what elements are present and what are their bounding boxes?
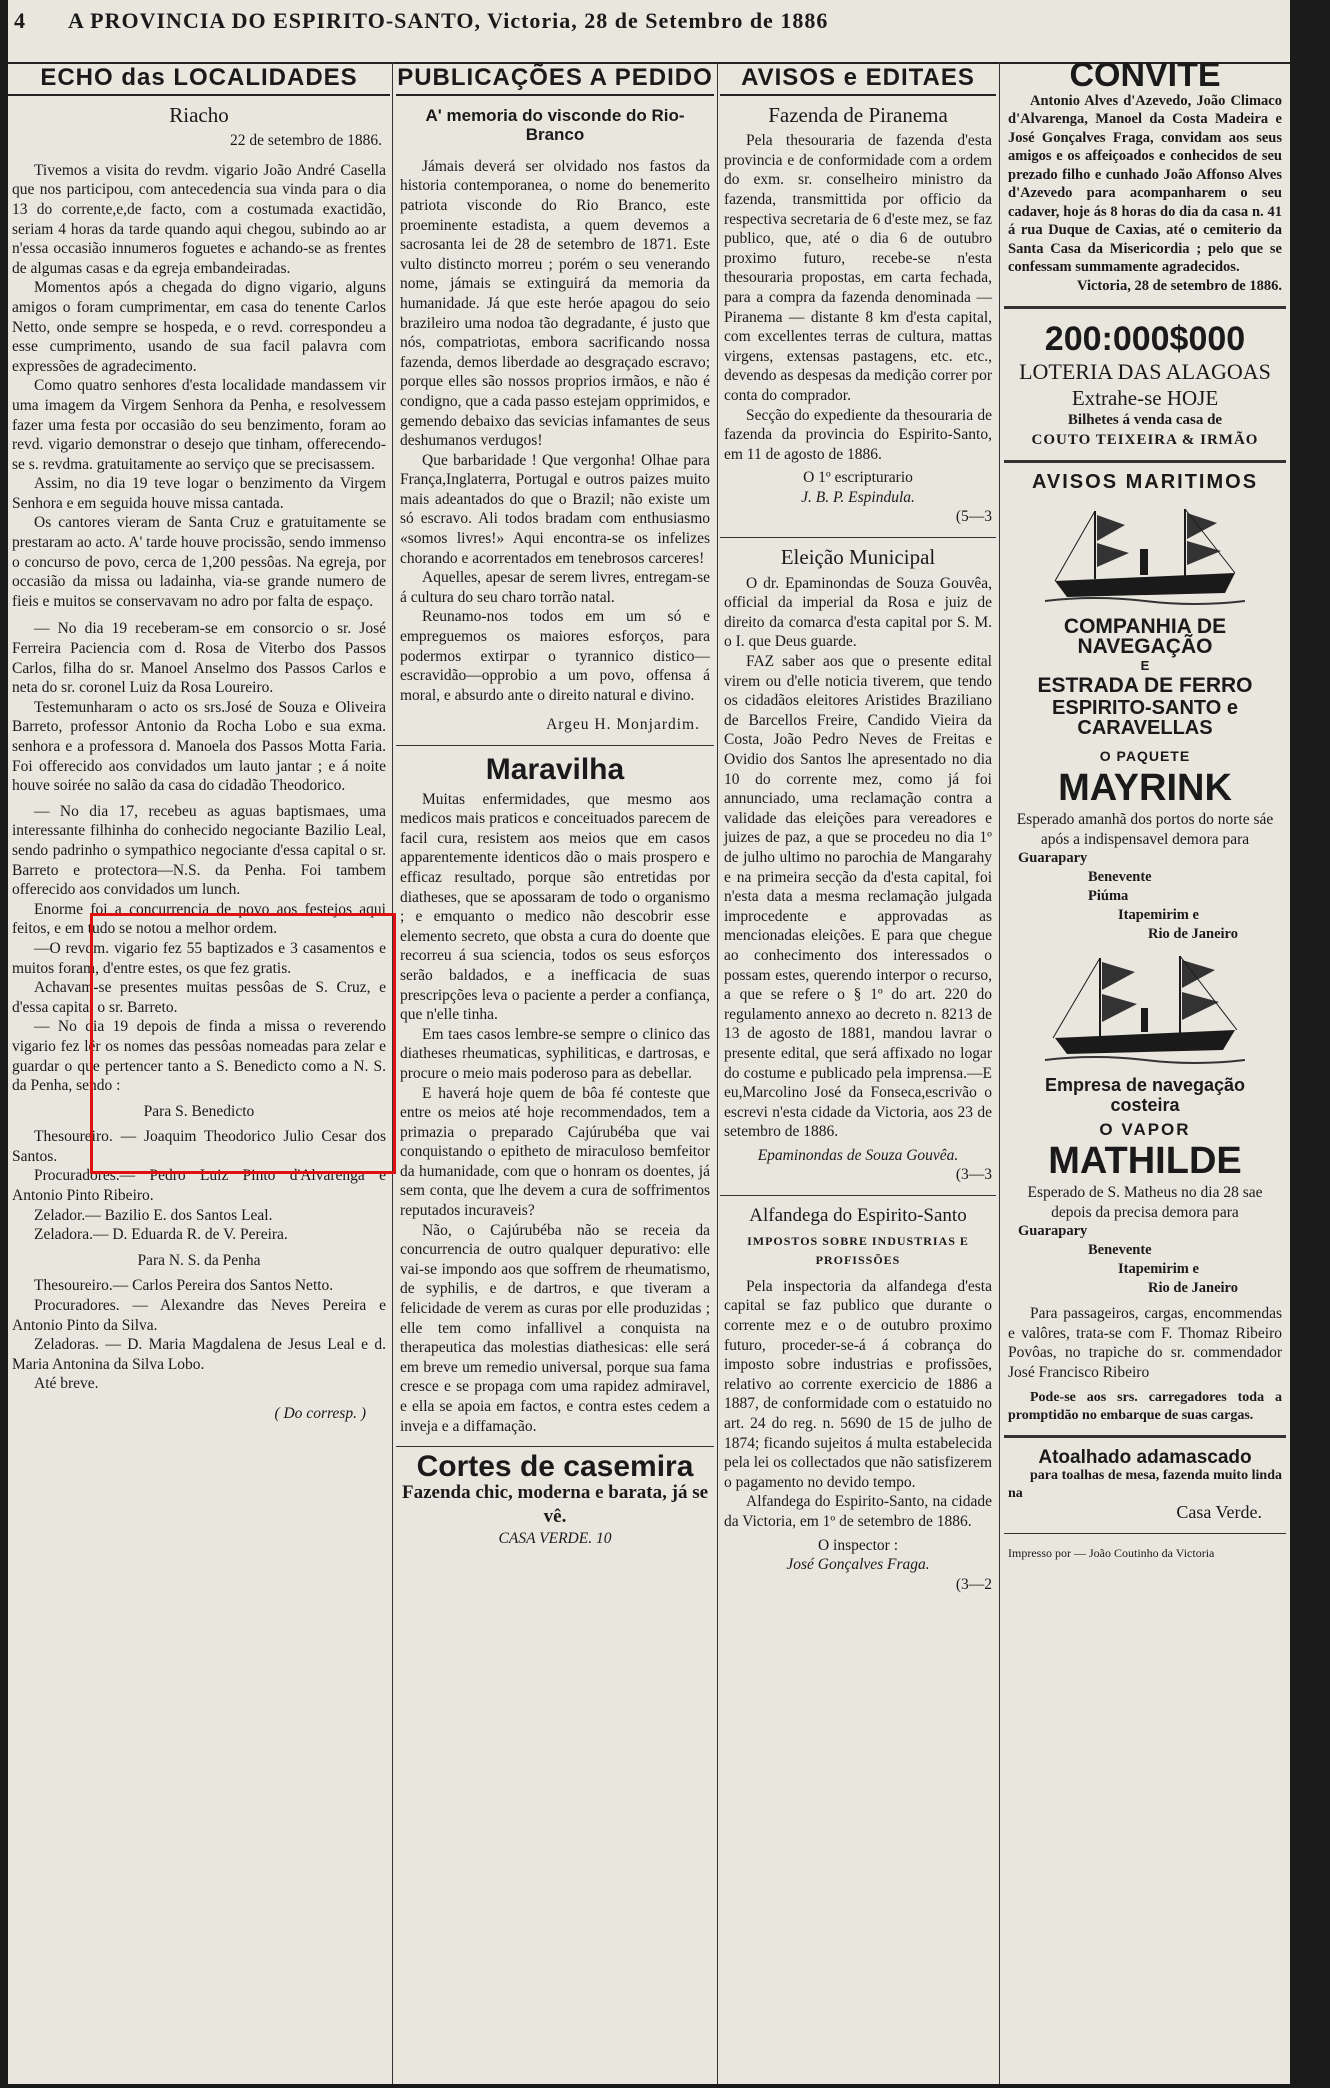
paragraph: — No dia 17, recebeu as aguas baptismaes, uma interessante filhinha do conhecido negociante Bazilio Leal, sendo padrinho o sympathico negociante d'essa capital o sr. Barreto e protectora—N.S. da Penha. Foi tambem offerecido aos convidados um lunch. <box>12 802 386 899</box>
article-subtitle: IMPOSTOS SOBRE INDUSTRIAS E PROFISSÕES <box>747 1233 969 1268</box>
maritimos-vapor: O VAPOR <box>1099 1119 1191 1139</box>
ports-list <box>1008 849 1282 944</box>
paragraph: — No dia 19 depois de finda a missa o reverendo vigario fez lêr os nomes das pessôas nomeadas para zelar e guardar o que pertencer tanto a S. Benedicto como a N. S. da Penha, sendo : <box>12 1018 386 1095</box>
column-rule <box>999 62 1000 2084</box>
article-role: O 1º escripturario <box>803 469 913 487</box>
ad-atoalhado <box>1004 1448 1286 1523</box>
paragraph: —O revdm. vigario fez 55 baptizados e 3 casamentos e muitos foram, d'entre estes, os que fez gratis. <box>12 939 386 977</box>
paragraph: Jámais deverá ser olvidado nos fastos da historia contemporanea, o nome do benemerito patriota visconde do Rio Branco, este proeminente estadista, a quem devemos a sacrosanta lei de 28 de setembro de 1871. Este vulto distincto morreu ; porém o seu venerando nome, jámais se extinguirá da memoria da humanidade. Já que este heróe apagou do seio brazileiro uma nodoa tão degradante, é justo que nós, compatriotas, embora sacrificando nossa fazenda, demos liberdade ao desgraçado escravo; porque elles são nossos proprios irmãos, e não é condigno, que a cada passo estejam opprimidos, e gemendo debaixo das sevicias infamantes de seus deshumanos verdugos! <box>400 157 710 450</box>
divider <box>396 745 714 746</box>
paragraph: Alfandega do Espirito-Santo, na cidade da Victoria, em 1º de setembro de 1886. <box>724 1493 992 1530</box>
paragraph: Muitas enfermidades, que mesmo aos medicos mais praticos e conceituados parecem de facil cura, resistem aos meios que em casos apparentemente identicos dão o mais prospero e efficaz resultado, porque são entretidas por diatheses, que se apossaram de todo o organismo ; e emquanto o medico não descobrir esse elemento secreto, que obsta a cura do doente que recorreu á sua sciencia, todos os seus esforços serão baldados, e a inefficacia de suas prescripções leva o paciente a perder a confiança, que n'elle tinha. <box>400 790 710 1024</box>
article-signature: Argeu H. Monjardim. <box>546 716 700 734</box>
paragraph: Os cantores vieram de Santa Cruz e gratuitamente se prestaram ao acto. A' tarde houve procissão, sendo immenso o concurso de povo, cerca de 1,200 pessôas. Na egreja, por occasião da missa ou ladainha, via-se grande numero de fieis e muitos se conservavam no adro por falta de espaço. <box>12 514 386 610</box>
maritimos-heading: AVISOS MARITIMOS <box>1031 471 1259 494</box>
maritimos-ship2: MATHILDE <box>1048 1140 1242 1183</box>
article-eleicao <box>720 545 996 1185</box>
ad-signature: CASA VERDE. <box>498 1529 593 1547</box>
list-item: Zeladoras. — D. Maria Magdalena de Jesus Leal e d. Maria Antonina da Silva Lobo. <box>12 1336 386 1373</box>
divider <box>396 1446 714 1447</box>
column-rule <box>717 62 718 2084</box>
maritimos-ship: MAYRINK <box>1058 767 1232 810</box>
divider <box>720 537 996 538</box>
article-maravilha <box>396 753 714 1436</box>
article-title: Riacho <box>169 102 229 127</box>
ports-list <box>1008 1222 1282 1298</box>
highlighted-passage <box>12 619 386 795</box>
article-role: O inspector : <box>817 1536 899 1554</box>
subheading: Para N. S. da Penha <box>137 1251 261 1269</box>
convite-date: Victoria, 28 de setembro de 1886. <box>1077 277 1282 294</box>
article-signature: Epaminondas de Souza Gouvêa. <box>757 1146 959 1164</box>
paragraph: Tivemos a visita do revdm. vigario João André Casella que nos participou, com antecedencia sua vinda para o dia 13 do corrente,e,de facto, com a costumada exactidão, seriam 4 horas da tarde quando aqui chegou, subindo ao ar n'essa occasião innumeros foguetes e achando-se as frentes de algumas casas e da egreja embandeiradas. <box>12 161 386 277</box>
port-item: Rio de Janeiro <box>1148 1280 1238 1297</box>
article-piranema <box>720 102 996 527</box>
port-item: Piúma <box>1088 888 1129 905</box>
article-signature: ( Do corresp. ) <box>274 1405 366 1422</box>
article-number: (5—3 <box>955 508 992 526</box>
article-riacho <box>8 102 390 1424</box>
loteria-name: LOTERIA DAS ALAGOAS <box>1019 359 1271 385</box>
maritimos-railway: ESTRADA DE FERRO <box>1037 673 1253 697</box>
maritimos-company: COMPANHIA DE NAVEGAÇÃO <box>1063 614 1227 658</box>
ad-text: Fazenda chic, moderna e barata, já se vê. <box>401 1481 709 1527</box>
page-number: 4 <box>14 8 26 33</box>
list-item: Até breve. <box>34 1375 99 1393</box>
column-anuncios <box>1004 62 1286 2084</box>
maritimos-text2: Esperado de S. Matheus no dia 28 sae depois da precisa demora para <box>1027 1184 1263 1221</box>
paragraph: Aquelles, apesar de serem livres, entregam-se á cultura do seu charo torrão natal. <box>400 569 710 606</box>
paragraph: Em taes casos lembre-se sempre o clinico das diatheses rheumaticas, syphiliticas, e dartrosas, e procure o meio mais poderoso para as debellar. <box>400 1025 710 1082</box>
paragraph: Achavam-se presentes muitas pessôas de S. Cruz, e d'essa capital o sr. Barreto. <box>12 979 386 1016</box>
section-heading: PUBLICAÇÕES A PEDIDO <box>396 62 714 96</box>
maritimos-line: ESPIRITO-SANTO e CARAVELLAS <box>1052 697 1238 739</box>
paragraph: Pela thesouraria de fazenda d'esta provincia e de conformidade com a ordem do exm. sr. conselheiro ministro da fazenda, transmittida por officio da respectiva secretaria de 6 d'este mez, se faz publico, que, até o dia 6 de outubro proximo futuro, recebe-se n'esta thesouraria propostas, em carta fechada, para a compra da fazenda denominada — Piranema — distante 8 km d'esta capital, com excellentes terras de cultura, mattas virgens, extensas pastagens, etc. etc., devendo as despesas da medição correr por conta do comprador. <box>724 132 992 404</box>
article-visconde <box>396 106 714 735</box>
masthead <box>8 6 1290 36</box>
paragraph: FAZ saber aos que o presente edital virem ou d'elle noticia tiverem, que tendo os cidadãos eleitores Aristides Braziliano de Barcellos Freire, Candido Vieira da Costa, João Pedro Neves de Freitas e Ovidio dos Santos lhe apresentado no dia 10 do corrente mez, como já foi annunciado, uma reclamação contra a validade das eleições para vereadores e juizes de paz, a que se procedeu no dia 1º de julho ultimo no parochia de Mangarahy e na primeira secção da d'esta capital, foi n'esta data a mesma reclamação julgada improcedente e approvadas as mencionadas eleições. E para que chegue ao conhecimento dos interessados o possam estes, querendo interpor o recurso, a que se refere o § 1º do art. 220 do regulamento annexo ao decreto n. 8213 de 13 de agosto de 1881, mandou lavrar o presente edital, que será affixado no logar do costume e publicado pela imprensa.—E eu,Marcolino José da Fonseca,escrivão o escrevi n'esta cidade da Victoria, aos 23 de setembro de 1886. <box>724 653 992 1141</box>
divider <box>1004 1533 1286 1534</box>
steamship-icon <box>1045 501 1245 611</box>
paragraph: Secção do expediente da thesouraria de fazenda da provincia do Espirito-Santo, em 11 de agosto de 1886. <box>724 406 992 463</box>
section-heading: AVISOS e EDITAES <box>720 62 996 96</box>
paragraph: — No dia 19 receberam-se em consorcio o sr. José Ferreira Paciencia com d. Rosa de Viterbo dos Passos Carlos, filha do sr. Manoel Anselmo dos Passos Carlos e neta do sr. coronel Luiz da Rosa Loureiro. <box>12 620 386 697</box>
list-item: Thesoureiro. — Joaquim Theodorico Julio Cesar dos Santos. <box>12 1128 386 1165</box>
maritimos-text4: Pode-se aos srs. carregadores toda a promptidão no embarque de suas cargas. <box>1008 1389 1282 1423</box>
maritimos-text3: Para passageiros, cargas, encommendas e valôres, trata-se com F. Thomaz Ribeiro Povôas, no trapiche do sr. commendador José Francisco Ribeiro <box>1008 1305 1282 1382</box>
list-item: Procuradores.— Pedro Luiz Pinto d'Alvarenga e Antonio Pinto Ribeiro. <box>12 1167 386 1205</box>
article-title: Fazenda de Piranema <box>768 102 948 127</box>
ad-convite <box>1004 92 1286 297</box>
column-publicacoes <box>396 62 714 2084</box>
port-item: Benevente <box>1088 1242 1152 1259</box>
ad-number: 10 <box>595 1529 612 1547</box>
ad-loteria <box>1004 319 1286 450</box>
article-number: (3—3 <box>955 1166 992 1184</box>
paragraph: Pela inspectoria da alfandega d'esta capital se faz publico que durante o corrente mez e o de outubro proximo futuro, proceder-se-á á cobrança do imposto sobre industrias e profissões, relativo ao corrente exercicio de 1886 a 1887, de conformidade com o estatuido no art. 24 do reg. n. 5690 de 15 de julho de 1874; ficando sujeitos á multa estabelecida pela lei os collectados que não satisfizerem o pagamento no devido tempo. <box>724 1277 992 1491</box>
maritimos-e: E <box>1140 658 1150 674</box>
masthead-title: A PROVINCIA DO ESPIRITO-SANTO, Victoria, 28 de Setembro de 1886 <box>68 8 829 33</box>
loteria-today: Extrahe-se HOJE <box>1071 386 1219 411</box>
divider <box>720 1195 996 1196</box>
loteria-seller: COUTO TEIXEIRA & IRMÃO <box>1031 431 1259 448</box>
ad-footer <box>400 1529 710 1549</box>
article-title: Eleição Municipal <box>780 545 936 570</box>
paragraph: Não, o Cajúrubéba não se receia da concurrencia de outro qualquer depurativo: elle vai-se impondo aos que soffrem de rheumatismo, de syphilis, e de dartros, e que tiveram a felicidade de verem as curas por elle produzidas ; elle tem como infallivel a conquista na therapeutica das molestias diathesicas: elle será em breve um remedio universal, porque sua fama cresce e se propaga com uma rapidez admiravel, e ella se apoia em factos, e contra estes cedem a inveja e a diffamação. <box>400 1221 710 1435</box>
atoalhado-title: Atoalhado adamascado <box>1038 1446 1252 1468</box>
sailing-ship-icon <box>1045 950 1245 1070</box>
divider <box>1004 1435 1286 1438</box>
port-item: Guarapary <box>1018 1223 1088 1240</box>
divider <box>1004 306 1286 309</box>
newspaper-page <box>8 0 1290 2084</box>
subheading: Para S. Benedicto <box>143 1102 255 1120</box>
column-avisos-editaes <box>720 62 996 2084</box>
article-alfandega <box>720 1206 996 1594</box>
loteria-sale: Bilhetes á venda casa de <box>1067 412 1223 429</box>
atoalhado-text: para toalhas de mesa, fazenda muito linda na <box>1008 1468 1282 1502</box>
article-date: 22 de setembro de 1886. <box>230 132 382 150</box>
port-item: Rio de Janeiro <box>1148 926 1238 943</box>
paragraph: Como quatro senhores d'esta localidade mandassem vir uma imagem da Virgem Senhora da Penha, e resolvessem fazer uma festa por occasião do seu benzimento, foram ao revd. vigario demonstrar o desejo que tinham, offerecendo-se s. revdma. gratuitamente ao serviço que se precisassem. <box>12 377 386 473</box>
port-item: Guarapary <box>1018 850 1088 867</box>
atoalhado-signature: Casa Verde. <box>1176 1502 1262 1523</box>
maritimos-company2: Empresa de navegação costeira <box>1044 1075 1246 1115</box>
port-item: Itapemirim e <box>1118 1261 1199 1278</box>
ad-title: Cortes de casemira <box>416 1450 694 1484</box>
port-item: Itapemirim e <box>1118 907 1199 924</box>
article-signature: J. B. P. Espindula. <box>801 488 915 506</box>
article-signature: José Gonçalves Fraga. <box>786 1556 930 1574</box>
list-item: Zeladora.— D. Eduarda R. de V. Pereira. <box>34 1226 288 1244</box>
maritimos-text: Esperado amanhã dos portos do norte sáe após a indispensavel demora para <box>1016 811 1274 848</box>
article-title: Maravilha <box>485 753 625 786</box>
article-title: Alfandega do Espirito-Santo <box>749 1205 967 1227</box>
paragraph: Que barbaridade ! Que vergonha! Olhae para França,Inglaterra, Portugal e outros paizes muito mais adeantados do que o Brazil; não existe um só escravo. Ali todos bradam com enthusiasmo «somos livres!» Aqui encontra-se os infelizes chorando e acorrentados em tenebrosos carceres! <box>400 451 710 567</box>
convite-text: Antonio Alves d'Azevedo, João Climaco d'Alvarenga, Manoel da Costa Madeira e José Gonçalves Fraga, convidam aos seus amigos e os affeiçoados e conhecidos de seu prezado filho e cunhado João Affonso Alves d'Azevedo para acompanharem o seu cadaver, hoje ás 8 horas do dia da casa n. 41 á rua Duque de Caxias, até o cemiterio da Santa Casa da Misericordia ; pelo que se confessam summamente agradecidos. <box>1008 92 1282 276</box>
list-item: Procuradores. — Alexandre das Neves Pereira e Antonio Pinto da Silva. <box>12 1297 386 1334</box>
paragraph: Momentos após a chegada do digno vigario, alguns amigos o foram cumprimentar, em casa do tenente Carlos Netto, onde sempre se hospeda, e o revd. correspondeu a esse cumprimento, usando de sua facil palavra com expressões de agradecimento. <box>12 279 386 375</box>
list-item: Zelador.— Bazilio E. dos Santos Leal. <box>34 1206 273 1224</box>
paragraph: Enorme foi a concurrencia de povo aos festejos aqui feitos, e em tudo se notou a melhor ordem. <box>12 900 386 938</box>
paragraph: O dr. Epaminondas de Souza Gouvêa, official da imperial da Rosa e juiz de direito da comarca d'esta capital por S. M. o I. que Deus guarde. <box>724 574 992 651</box>
article-number: (3—2 <box>955 1575 992 1593</box>
highlight-box <box>90 913 396 1174</box>
port-item: Benevente <box>1088 869 1152 886</box>
maritimos-paquete: O PAQUETE <box>1099 747 1191 764</box>
loteria-amount: 200:000$000 <box>1044 320 1246 359</box>
section-heading: CONVITE <box>1069 62 1221 94</box>
paragraph: Testemunharam o acto os srs.José de Souza e Oliveira Barreto, professor Antonio da Rocha Lobo e sua exma. senhora e a professora d. Manoela dos Passos Motta Faria. Foi offerecido aos convidados um lauto jantar ; e á noite houve soirée no salão da casa do cidadão Theodorico. <box>12 698 386 795</box>
ad-cortes <box>396 1450 714 1548</box>
paragraph: Reunamo-nos todos em um só e empreguemos os maiores esforços, para podermos extirpar o tyrannico distico—escravidão—opprobio a um povo, offensa á moral, e absurdo ante o direito natural e divino. <box>400 608 710 704</box>
paragraph: E haverá hoje quem de bôa fé conteste que entre os meios até hoje recommendados, tem a primazia o preparado Cajúrubéba que vai conquistando o epitheto de miraculoso bemfeitor da humanidade, com que o honram os doentes, já sem conta, que lhe devem a cura de soffrimentos reputados incuraveis? <box>400 1084 710 1220</box>
article-title: A' memoria do visconde do Rio-Branco <box>425 105 685 145</box>
paragraph: Assim, no dia 19 teve logar o benzimento da Virgem Senhora e em seguida houve missa cantada. <box>12 475 386 512</box>
section-heading: ECHO das LOCALIDADES <box>8 62 390 96</box>
list-item: Thesoureiro.— Carlos Pereira dos Santos Netto. <box>34 1277 334 1295</box>
ad-maritimos <box>1004 473 1286 1424</box>
printer-line: Impresso por — João Coutinho da Victoria <box>1008 1545 1215 1560</box>
divider <box>1004 460 1286 463</box>
